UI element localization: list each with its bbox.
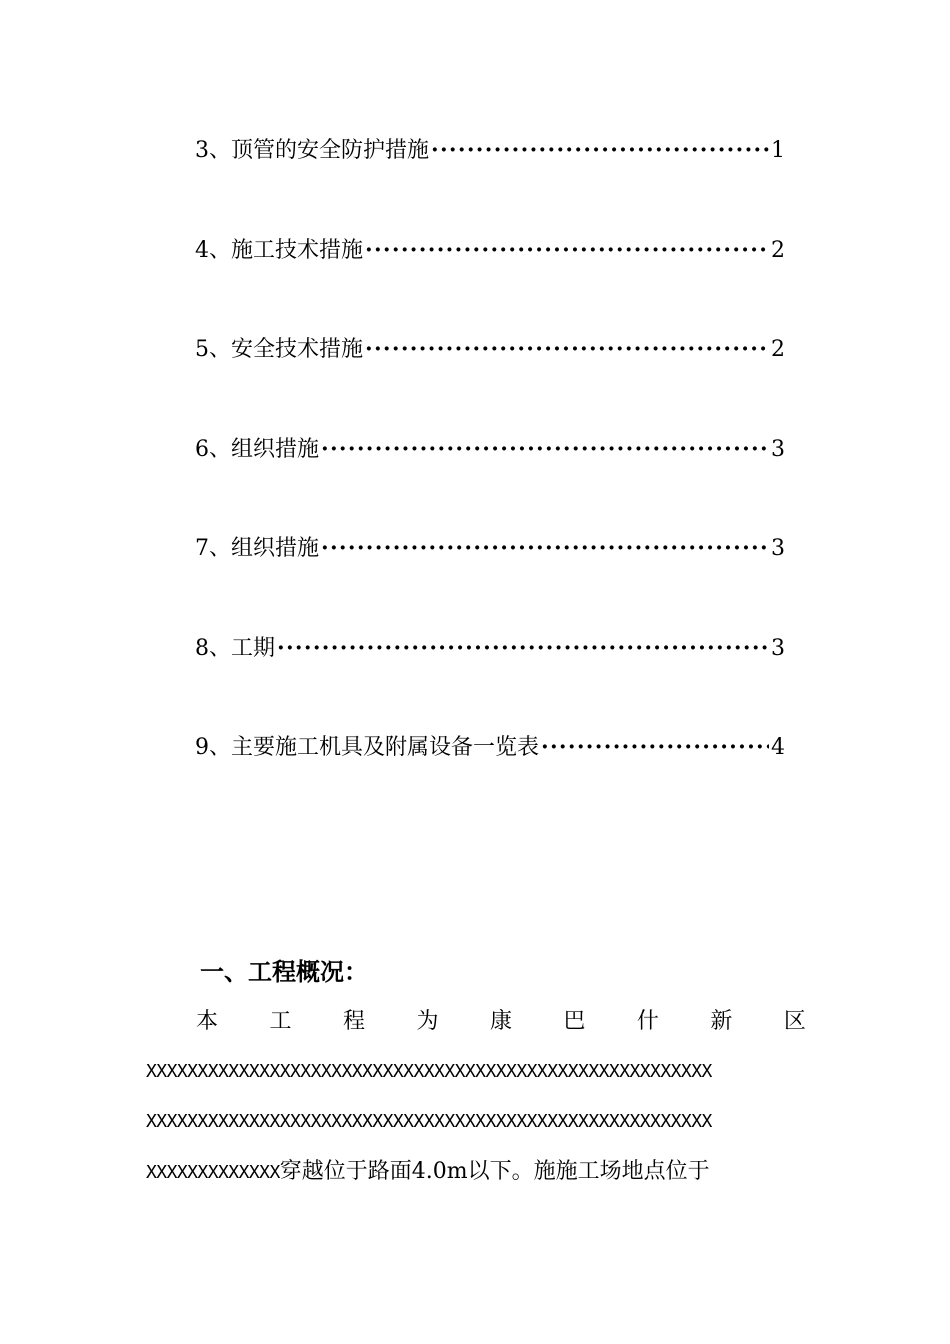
toc-dot-leader <box>365 327 769 372</box>
toc-item-number: 9、 <box>195 735 231 760</box>
paragraph-line-4 <box>146 1150 806 1194</box>
toc-item-8[interactable] <box>195 626 785 726</box>
toc-item-title: 组织措施 <box>231 536 320 561</box>
paragraph-char: 为 <box>416 1009 439 1034</box>
table-of-contents <box>195 128 785 825</box>
toc-item-5[interactable] <box>195 327 785 427</box>
toc-item-4[interactable] <box>195 228 785 328</box>
toc-item-title: 组织措施 <box>231 436 320 462</box>
paragraph-line-4-placeholder: XXXXXXXXXXXXX <box>146 1162 280 1183</box>
toc-item-number: 3、 <box>195 138 231 163</box>
toc-item-page: 1 <box>771 138 785 163</box>
toc-item-7[interactable] <box>195 526 785 626</box>
toc-item-title: 主要施工机具及附属设备一览表 <box>231 735 540 760</box>
toc-dot-leader <box>365 228 769 273</box>
paragraph-char: 区 <box>783 1009 806 1034</box>
toc-item-title: 安全技术措施 <box>231 337 364 362</box>
toc-item-page: 3 <box>771 536 785 561</box>
toc-dot-leader <box>431 128 769 173</box>
toc-item-page: 2 <box>771 237 785 263</box>
body-paragraph <box>146 1000 806 1194</box>
toc-item-page: 2 <box>771 337 785 362</box>
toc-item-3[interactable] <box>195 128 785 228</box>
toc-item-title: 施工技术措施 <box>231 237 364 263</box>
toc-dot-leader <box>321 427 769 472</box>
toc-item-6[interactable] <box>195 427 785 527</box>
paragraph-char: 什 <box>636 1009 659 1034</box>
toc-item-9[interactable] <box>195 725 785 825</box>
paragraph-char: 巴 <box>563 1009 586 1034</box>
paragraph-line-3: XXXXXXXXXXXXXXXXXXXXXXXXXXXXXXXXXXXXXXXXXXXXXXXXXXXXXXX <box>146 1111 712 1132</box>
toc-item-page: 4 <box>771 735 785 760</box>
toc-item-number: 6、 <box>195 436 231 462</box>
toc-item-page: 3 <box>771 436 785 462</box>
toc-item-number: 8、 <box>195 635 231 661</box>
toc-item-title: 工期 <box>231 635 276 661</box>
paragraph-char: 程 <box>342 1009 365 1034</box>
paragraph-first-line <box>146 1000 806 1044</box>
paragraph-line-2: XXXXXXXXXXXXXXXXXXXXXXXXXXXXXXXXXXXXXXXXXXXXXXXXXXXXXXX <box>146 1061 712 1082</box>
toc-item-title: 顶管的安全防护措施 <box>231 138 430 163</box>
paragraph-char: 本 <box>196 1009 219 1034</box>
section-heading: 一、工程概况： <box>200 957 368 986</box>
paragraph-line-4-text: 穿越位于路面4.0m以下。施施工场地点位于 <box>279 1159 710 1184</box>
toc-item-number: 5、 <box>195 337 231 362</box>
toc-dot-leader <box>321 526 769 571</box>
toc-item-page: 3 <box>771 635 785 661</box>
toc-dot-leader <box>277 626 769 671</box>
toc-item-number: 7、 <box>195 536 231 561</box>
paragraph-char: 康 <box>489 1009 512 1034</box>
toc-dot-leader <box>541 725 769 770</box>
paragraph-char: 工 <box>269 1009 292 1034</box>
paragraph-char: 新 <box>710 1009 733 1034</box>
toc-item-number: 4、 <box>195 237 231 263</box>
